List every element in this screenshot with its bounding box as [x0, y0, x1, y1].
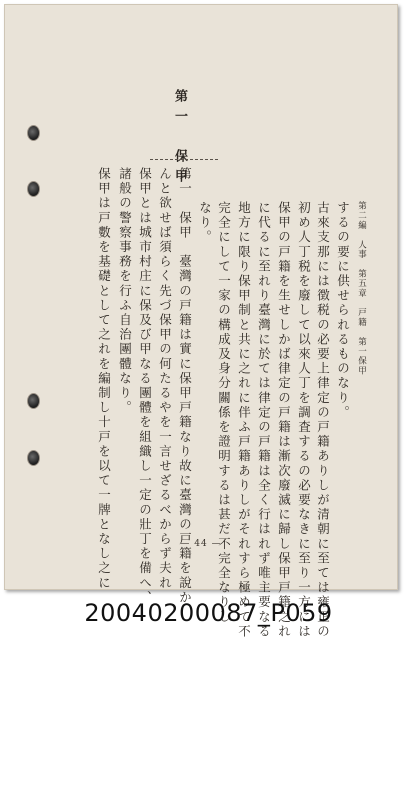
heading-divider	[150, 159, 218, 160]
page-number: — 44 —	[180, 539, 222, 549]
body-column: するの要に供せられるものなり。	[335, 201, 351, 420]
binding-hole	[27, 181, 40, 197]
body-column: 保甲とは城市村庄に保及び甲なる團體を組織し一定の壯丁を備へ、	[137, 167, 153, 605]
image-caption: 20040200087_P059	[84, 599, 333, 627]
binding-hole	[27, 393, 40, 409]
body-column: 第一 保甲 臺灣の戸籍は實に保甲戸籍なり故に臺灣の戸籍を說か	[177, 167, 193, 605]
body-column: に代るに至れり臺灣に於ては律定の戸籍は全く行はれず唯主要なる	[256, 201, 272, 639]
binding-hole	[27, 450, 40, 466]
body-column: 地方に限り保甲制と共に之れに伴ふ戸籍ありしがそれすら極めて不	[236, 201, 252, 639]
body-column: 諸般の警察事務を行ふ自治團體なり。	[117, 167, 133, 416]
body-column: 古來支那には徴税の必要上律定の戸籍ありしが清朝に至ては雍正の	[315, 201, 331, 639]
body-column: 初め人丁税を廢して以來人丁を調査するの必要なきに至り一方には	[296, 201, 312, 639]
binding-hole	[27, 125, 40, 141]
section-heading: 第一 保甲	[172, 89, 187, 189]
body-column: 保甲は戸數を基礎として之れを編制し十戸を以て一牌となし之に	[96, 167, 112, 591]
body-column: んと欲せば須らく先づ保甲の何たるやを一言せざるべからず夫れ	[157, 167, 173, 591]
running-header: 第二編 人事 第五章 戸籍 第一保甲	[356, 201, 367, 376]
body-column: なり。	[197, 201, 213, 245]
body-column: 保甲の戸籍を生せしかば律定の戸籍は漸次廢滅に歸し保甲戸籍之れ	[276, 201, 292, 639]
body-column: 完全にして一家の構成及身分關係を證明するは甚だ不完全なりし	[216, 201, 232, 625]
